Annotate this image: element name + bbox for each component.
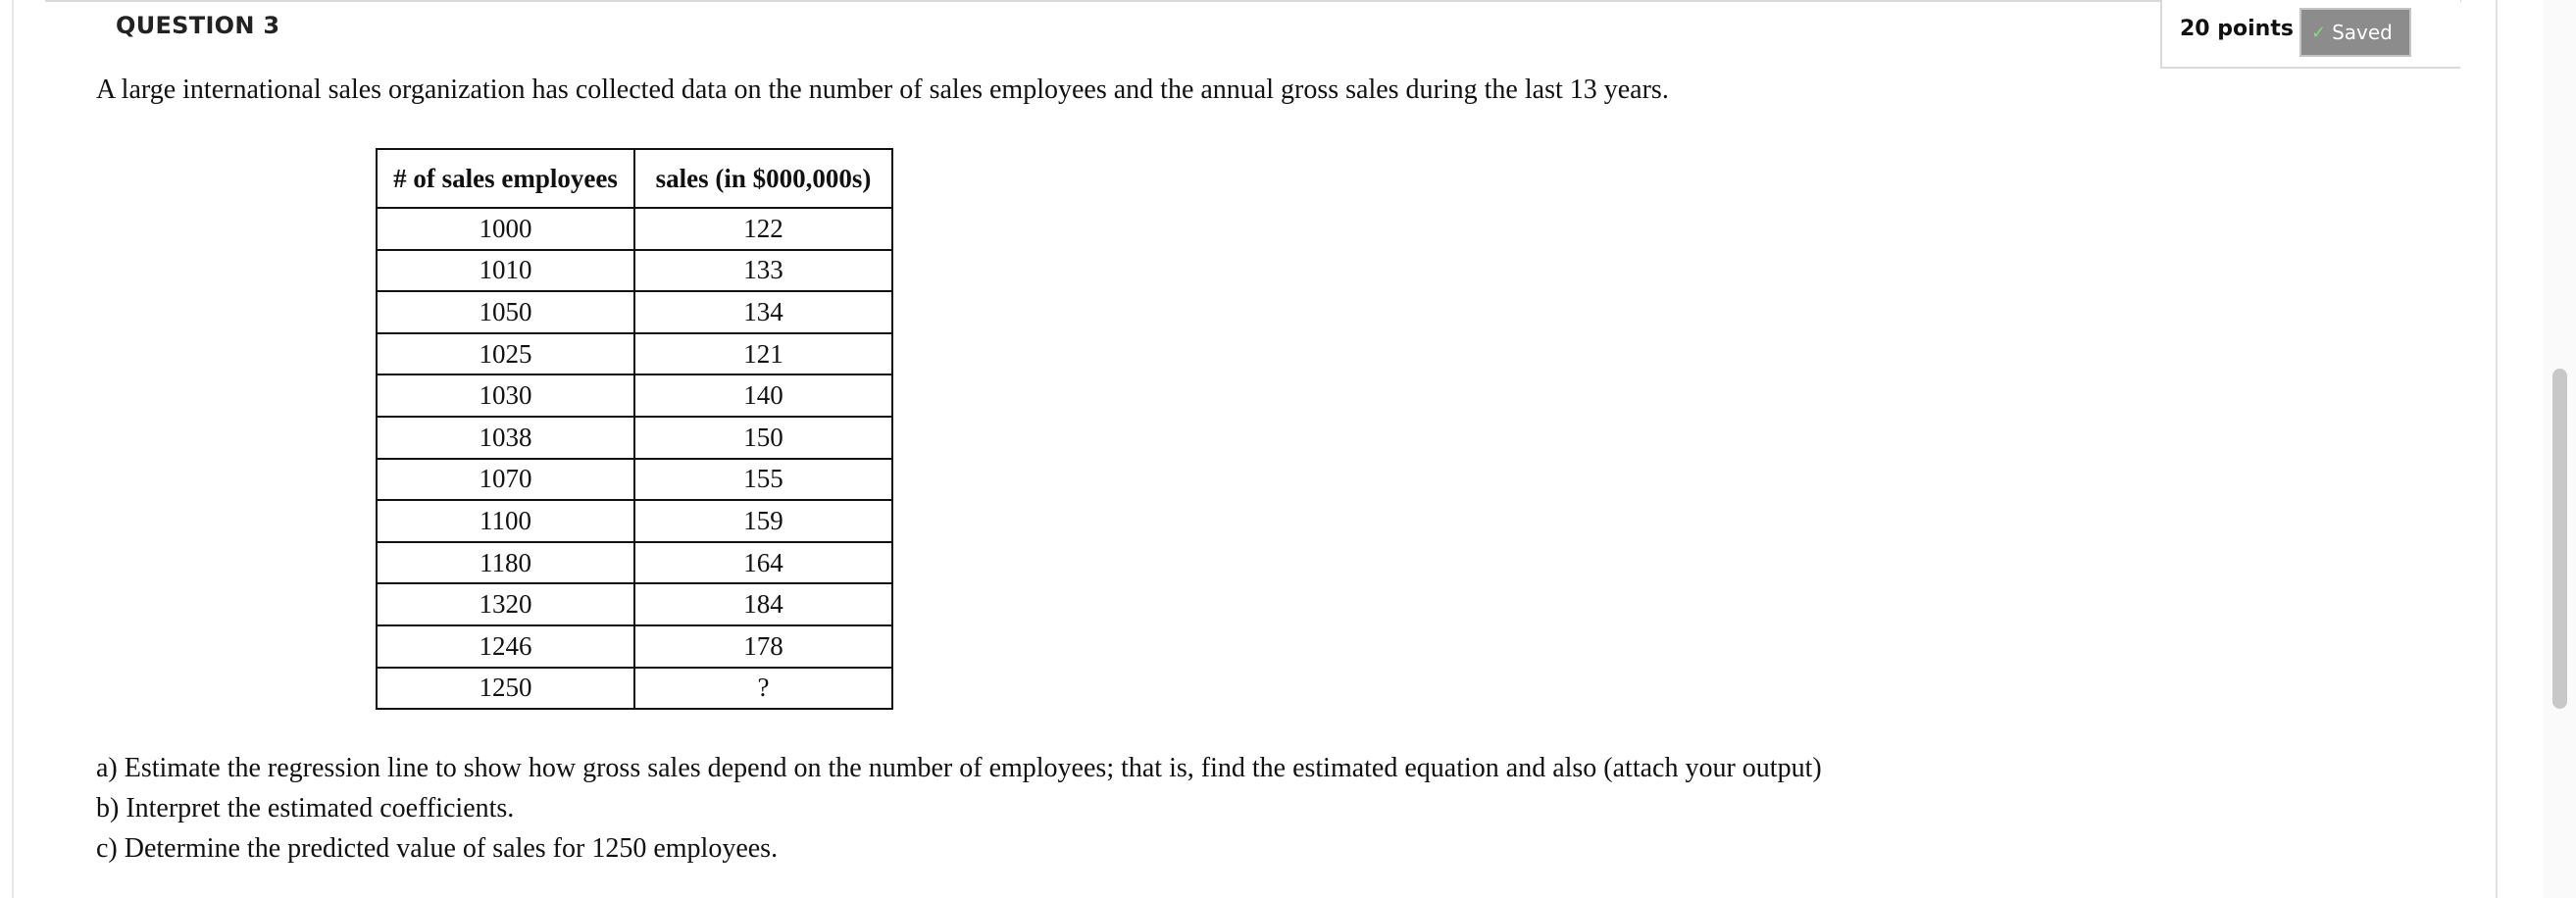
table-row	[377, 250, 892, 292]
employees-cell: 1025	[377, 333, 634, 375]
points-label: 20 points	[2180, 17, 2294, 41]
table-row	[377, 291, 892, 333]
employees-cell: 1070	[377, 459, 634, 501]
sales-cell: 121	[634, 333, 892, 375]
employees-cell: 1050	[377, 291, 634, 333]
employees-cell: 1100	[377, 500, 634, 542]
sales-cell: 134	[634, 291, 892, 333]
table-row	[377, 208, 892, 250]
table-row	[377, 625, 892, 668]
question-parts	[96, 748, 1822, 869]
saved-status-badge	[2299, 8, 2411, 57]
employees-cell: 1000	[377, 208, 634, 250]
table-row	[377, 542, 892, 584]
points-panel	[2160, 0, 2460, 69]
question-title: QUESTION 3	[116, 12, 280, 39]
saved-status-text: Saved	[2332, 21, 2393, 44]
sales-cell: 133	[634, 250, 892, 292]
table-row	[377, 333, 892, 375]
sales-cell: 150	[634, 417, 892, 459]
employees-cell: 1250	[377, 668, 634, 710]
question-intro: A large international sales organization has collected data on the number of sales employees and the annual gross sales during the last 13 years.	[96, 75, 1669, 105]
header-sales: sales (in $000,000s)	[634, 149, 892, 208]
top-divider	[45, 0, 2461, 2]
left-border	[12, 0, 14, 898]
sales-cell: 184	[634, 583, 892, 625]
table-row	[377, 374, 892, 417]
table-row	[377, 500, 892, 542]
employees-cell: 1246	[377, 625, 634, 668]
sales-cell: 140	[634, 374, 892, 417]
table-header-row	[377, 149, 892, 208]
employees-cell: 1180	[377, 542, 634, 584]
part-c: c) Determine the predicted value of sales for 1250 employees.	[96, 833, 779, 864]
sales-cell: ?	[634, 668, 892, 710]
table-row	[377, 417, 892, 459]
table-row	[377, 583, 892, 625]
scrollbar-thumb[interactable]	[2552, 369, 2567, 709]
header-employees: # of sales employees	[377, 149, 634, 208]
sales-cell: 122	[634, 208, 892, 250]
table-row	[377, 459, 892, 501]
part-a: a) Estimate the regression line to show how gross sales depend on the number of employees; that is, find the estimated equation and also (attach your output)	[96, 753, 1822, 783]
data-table	[376, 148, 893, 710]
part-b: b) Interpret the estimated coefficients.	[96, 793, 515, 823]
sales-cell: 159	[634, 500, 892, 542]
sales-cell: 155	[634, 459, 892, 501]
table-row	[377, 668, 892, 710]
sales-cell: 178	[634, 625, 892, 668]
employees-cell: 1030	[377, 374, 634, 417]
employees-cell: 1010	[377, 250, 634, 292]
employees-cell: 1038	[377, 417, 634, 459]
sales-cell: 164	[634, 542, 892, 584]
check-icon: ✓	[2311, 22, 2327, 43]
right-border	[2496, 0, 2498, 898]
employees-cell: 1320	[377, 583, 634, 625]
